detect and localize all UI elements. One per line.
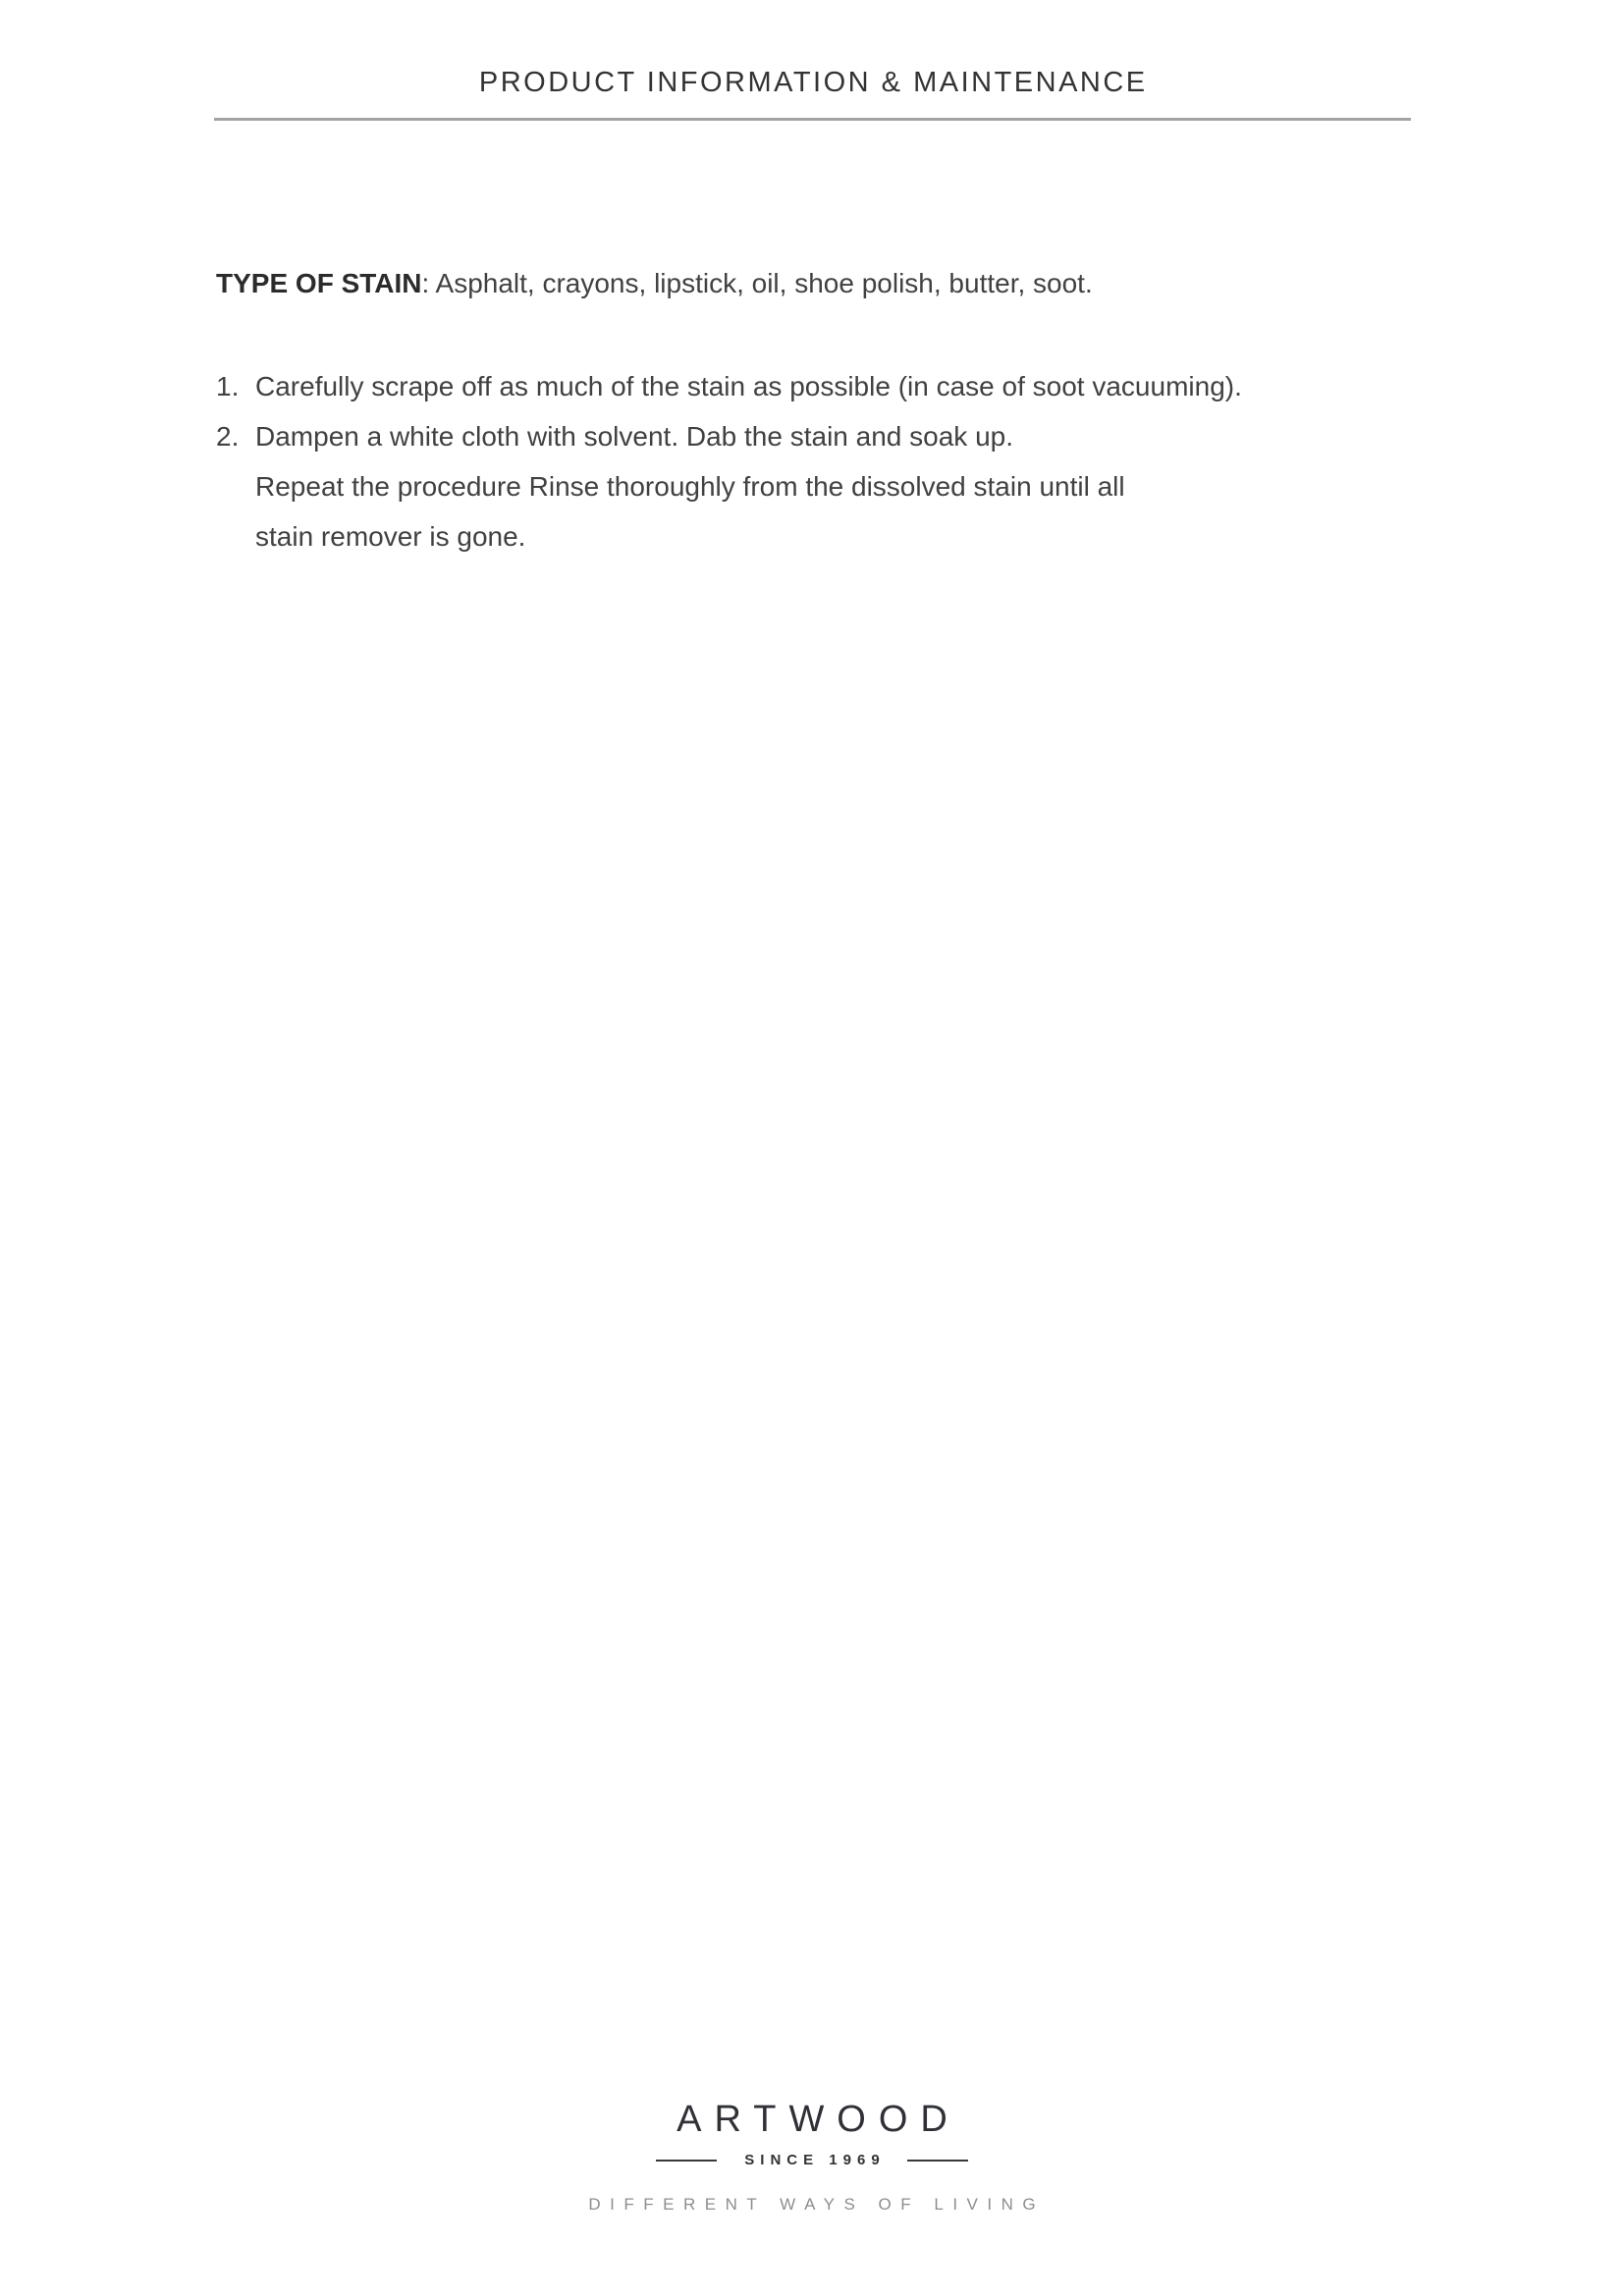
brand-tagline: DIFFERENT WAYS OF LIVING: [588, 2195, 1046, 2214]
list-item-line: Dampen a white cloth with solvent. Dab the stain and soak up.: [255, 421, 1013, 452]
main-content: [216, 267, 1467, 561]
list-item-number: 2.: [216, 421, 240, 452]
since-right-line: [907, 2160, 968, 2162]
page-header: [0, 67, 1624, 121]
page-title: PRODUCT INFORMATION & MAINTENANCE: [478, 67, 1148, 98]
since-label: SINCE 1969: [744, 2152, 886, 2168]
list-item-text: [255, 361, 1467, 411]
header-divider: [214, 118, 1411, 121]
brand-footer: [0, 2099, 1624, 2215]
list-item-number: 1.: [216, 371, 240, 401]
list-item-line: Repeat the procedure Rinse thoroughly from the dissolved stain until all: [255, 471, 1125, 502]
brand-logo: ARTWOOD: [677, 2099, 960, 2140]
stain-type-text: : Asphalt, crayons, lipstick, oil, shoe polish, butter, soot.: [421, 268, 1093, 298]
list-item-line: Carefully scrape off as much of the stain as possible (in case of soot vacuuming).: [255, 371, 1242, 401]
list-item-text: [255, 411, 1467, 561]
list-item: [216, 411, 1467, 561]
stain-type-label: TYPE OF STAIN: [216, 268, 422, 298]
list-item: [216, 361, 1467, 411]
list-item-line: stain remover is gone.: [255, 521, 526, 552]
instruction-list: [216, 361, 1467, 561]
since-row: [0, 2152, 1624, 2168]
stain-type-line: [216, 267, 1467, 300]
since-left-line: [656, 2160, 717, 2162]
